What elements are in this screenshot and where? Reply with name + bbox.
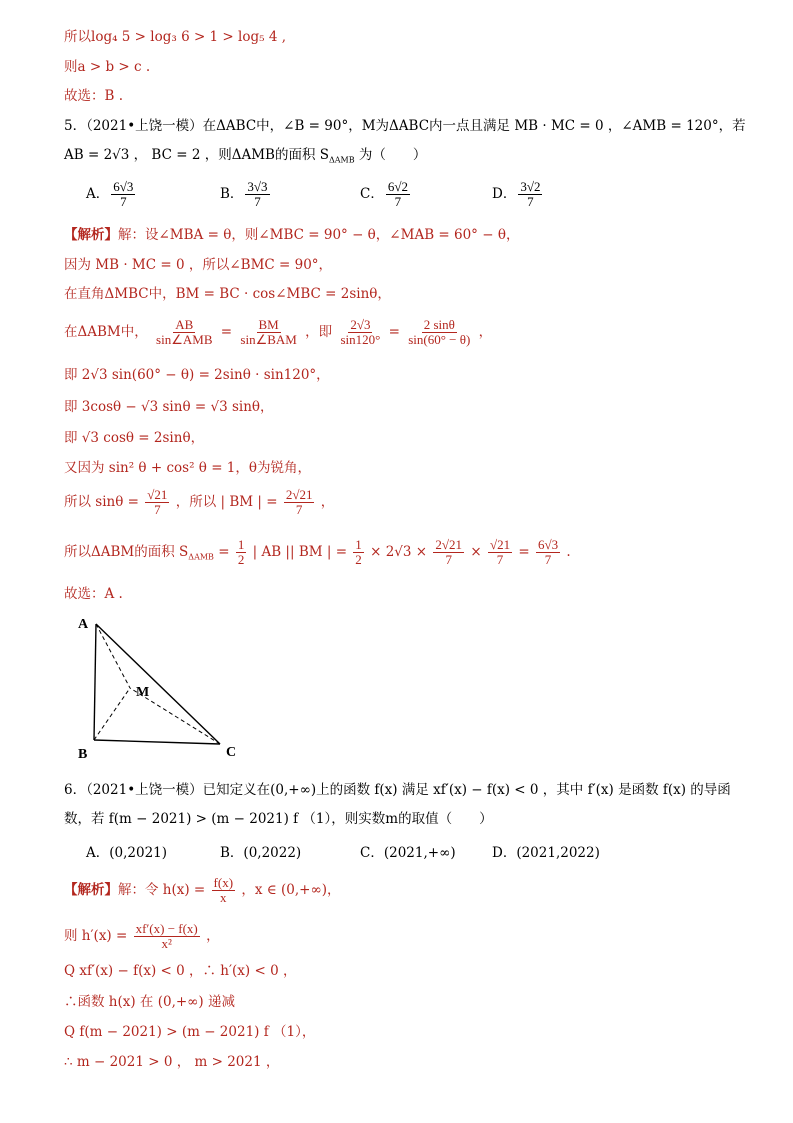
q6-option-a: A．(0,2021) [86,845,168,861]
side-ac [96,624,220,744]
q5-solution-line-4: 在ΔABM中， $\frac{AB}{\text{sin∠AMB}}$ = $\frac{BM}{\text{sin∠BAM}}$ ，即 $\frac{2√3}{\sin 120^\circ}$ = $\frac{2 \sin\theta}{\sin(60^\circ - \theta)}$ ， [64,317,493,347]
q5-solution-line-10: 所以ΔABM的面积 $S_{\Delta AMB}$ = $\frac{1}{2}$ | AB || BM | = $\frac{1}{2}$ × 2√3 × $\frac{2√21}{7}$ × $\frac{√21}{7}$ = $\frac{6√3}{7}$ . [64,537,571,567]
label-b: B [78,747,88,762]
segment-bm [94,688,130,740]
q5-option-b: B． $\frac{3√3}{7}$ [220,179,268,209]
triangle-figure [70,610,250,765]
q5-option-d: D． $\frac{3√2}{7}$ [492,179,541,209]
q5-stem-line-1: 5．（2021•上饶一模）在ΔABC中，∠B = 90°，M为ΔABC内一点且满足 MB · MC = 0 ，∠AMB = 120°，若 [64,118,746,134]
prev-solution-line-2: 则a > b > c . [64,59,151,75]
label-c: C [226,745,237,760]
q6-solution-line-2: 则 h′(x) = $\frac{xf'(x) - f(x)}{\text{x²}}$ ， [64,921,220,951]
q5-solution-line-2: 因为 MB · MC = 0 ，所以∠BMC = 90°， [64,257,333,273]
q6-solution-line-1: 【解析】解：令 h(x) = $\frac{f(x)}{x}$ ，x ∈ (0,+∞)， [64,875,341,905]
solution-tag: 【解析】 [64,227,118,243]
q5-solution-line-3: 在直角ΔMBC中，BM = BC · cos∠MBC = 2sinθ， [64,286,391,302]
q5-answer-line: 故选：A . [64,586,123,602]
q5-solution-line-8: 又因为 sin² θ + cos² θ = 1，θ为锐角， [64,460,312,476]
q5-option-c: C． $\frac{6√2}{7}$ [360,179,408,209]
q6-stem-line-2: 数，若 f(m − 2021) > (m − 2021) f （1），则实数m的取值（ ） [64,811,493,827]
prev-answer-line: 故选：B . [64,88,124,104]
q5-solution-line-7: 即 √3 cosθ = 2sinθ， [64,430,205,446]
q6-solution-line-3: Q xf′(x) − f(x) < 0 ，∴ h′(x) < 0 ， [64,963,297,979]
q6-stem-line-1: 6．（2021•上饶一模）已知定义在(0,+∞)上的函数 f(x) 满足 xf′(x) − f(x) < 0 ，其中 f′(x) 是函数 f(x) 的导函 [64,782,731,798]
q6-option-d: D．(2021,2022) [492,845,600,861]
label-m: M [136,685,150,700]
prev-solution-line-1: 所以log₄ 5 > log₃ 6 > 1 > log₅ 4 , [64,29,286,45]
label-a: A [78,617,89,632]
q6-solution-line-5: Q f(m − 2021) > (m − 2021) f （1）， [64,1024,316,1040]
q5-solution-line-1: 【解析】解：设∠MBA = θ，则∠MBC = 90° − θ，∠MAB = 60° − θ， [64,227,520,243]
solution-tag: 【解析】 [64,882,118,898]
q5-solution-line-6: 即 3cosθ − √3 sinθ = √3 sinθ， [64,399,274,415]
q6-solution-line-4: ∴函数 h(x) 在 (0,+∞) 递减 [64,994,235,1010]
q5-solution-line-9: 所以 sinθ = $\frac{√21}{7}$ ，所以 | BM | = $\frac{2√21}{7}$ ， [64,487,335,517]
segment-am [96,624,130,688]
q6-option-c: C．(2021,+∞) [360,845,456,861]
q5-stem-line-2: AB = 2√3 ， BC = 2 ，则ΔAMB的面积 $S_{\Delta AMB}$ 为（ ） [64,147,427,165]
q6-solution-line-6: ∴ m − 2021 > 0 ， m > 2021 ， [64,1054,280,1070]
q6-option-b: B．(0,2022) [220,845,302,861]
side-ab [94,624,96,740]
side-bc [94,740,220,744]
q5-solution-line-5: 即 2√3 sin(60° − θ) = 2sinθ · sin120°， [64,367,330,383]
q5-option-a: A． $\frac{6√3}{7}$ [86,179,134,209]
